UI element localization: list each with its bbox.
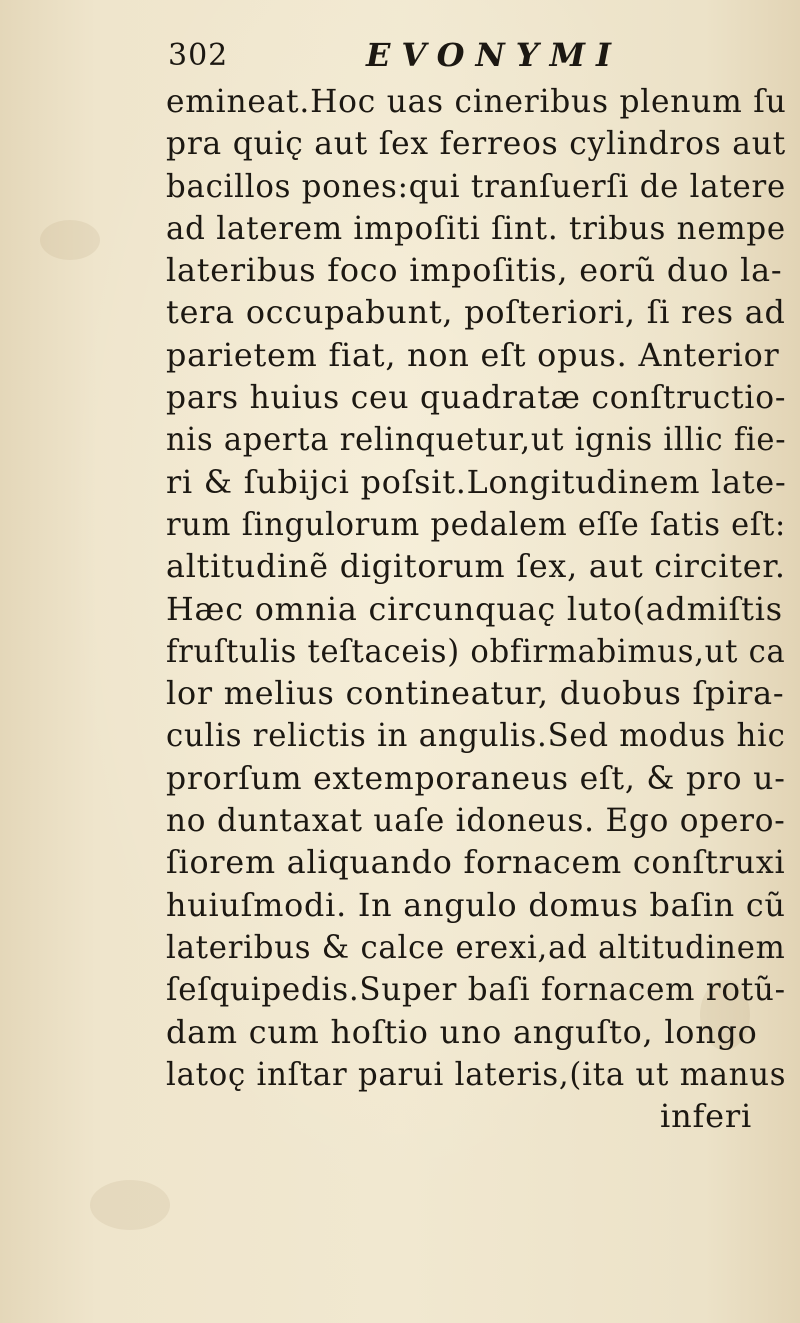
text-line: rum ſingulorum pedalem eſſe ſatis eſt: [166, 504, 786, 543]
text-line: ri & ſubijci poſsit.Longitudinem late- [166, 462, 787, 501]
text-line: latoc̨ inſtar parui lateris,(ita ut manus [166, 1054, 787, 1093]
text-line: huiuſmodi. In angulo domus baſin cũ [166, 885, 786, 924]
text-line: bacillos pones:qui tranſuerſi de latere [166, 166, 786, 205]
text-line: lateribus foco impoſitis, eorũ duo la- [166, 251, 783, 290]
text-line: fruſtulis teſtaceis) obfirmabimus,ut ca [166, 631, 786, 670]
text-block [166, 80, 790, 1137]
text-line: pars huius ceu quadratæ conſtructio- [166, 378, 787, 417]
text-line: emineat.Hoc uas cineribus plenum ſu [166, 82, 787, 120]
text-line: dam cum hoſtio uno anguſto, longo [166, 1012, 758, 1051]
text-line: lor melius contineatur, duobus ſpira- [166, 674, 785, 713]
text-line: nis aperta relinquetur,ut ignis illic fie- [166, 420, 787, 459]
text-line: Hæc omnia circunquac̨ luto(admiſtis [166, 589, 783, 628]
text-line: prorſum extemporaneus eſt, & pro u- [166, 758, 786, 797]
text-line: tera occupabunt, poſteriori, ſi res ad [166, 293, 786, 332]
page-number: 302 [168, 38, 229, 73]
text-line: altitudinẽ digitorum ſex, aut circiter. [166, 547, 786, 586]
text-line: pra quic̨ aut ſex ferreos cylindros aut [166, 124, 787, 163]
text-line: culis relictis in angulis.Sed modus hic [166, 716, 786, 755]
text-line: no duntaxat uaſe idoneus. Ego opero- [166, 801, 786, 840]
running-title: EVONYMI [366, 36, 623, 74]
paper-stain [40, 220, 100, 260]
text-line: ſiorem aliquando fornacem conſtruxi [166, 843, 786, 882]
catchword: inferi [660, 1097, 752, 1136]
text-line: lateribus & calce erexi,ad altitudinem [166, 927, 786, 966]
text-line: ſeſquipedis.Super baſi fornacem rotũ- [166, 970, 786, 1009]
text-line: parietem fiat, non eſt opus. Anterior [166, 335, 780, 374]
text-line: ad laterem impoſiti ſint. tribus nempe [166, 208, 786, 247]
paper-stain [90, 1180, 170, 1230]
page-header [0, 32, 800, 82]
